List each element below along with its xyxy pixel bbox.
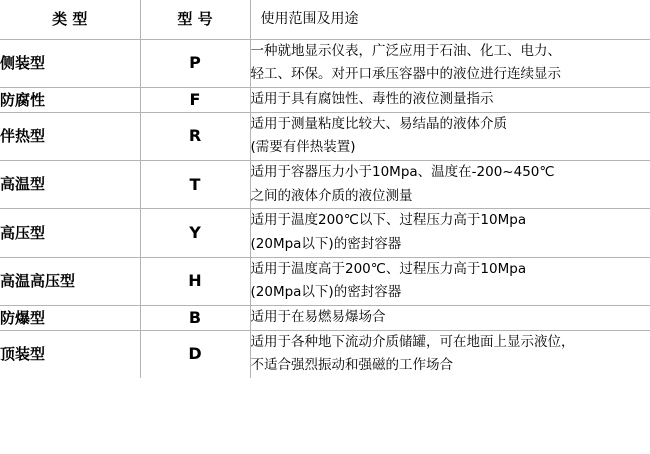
table-row	[0, 257, 650, 305]
column-header-usage: 使用范围及用途	[250, 0, 650, 39]
row-description	[250, 39, 650, 87]
description-line: 轻工、环保。对开口承压容器中的液位进行连续显示	[250, 66, 561, 83]
row-description	[250, 330, 650, 378]
table-row	[0, 112, 650, 160]
description-line: 一种就地显示仪表，广泛应用于石油、化工、电力、	[250, 42, 561, 59]
row-type: 顶装型	[0, 330, 140, 378]
column-header-type: 类 型	[0, 0, 140, 39]
table-row	[0, 87, 650, 112]
row-description	[250, 87, 650, 112]
row-type: 高压型	[0, 209, 140, 257]
row-model: R	[140, 112, 250, 160]
row-type: 防爆型	[0, 305, 140, 330]
table-row	[0, 161, 650, 209]
table-row	[0, 39, 650, 87]
description-line: 之间的液体介质的液位测量	[250, 187, 413, 204]
row-type: 防腐性	[0, 87, 140, 112]
column-header-model: 型 号	[140, 0, 250, 39]
row-description	[250, 305, 650, 330]
row-model: D	[140, 330, 250, 378]
row-description	[250, 161, 650, 209]
row-model: F	[140, 87, 250, 112]
description-line: 适用于各种地下流动介质储罐，可在地面上显示液位，	[250, 333, 575, 350]
table-row	[0, 330, 650, 378]
description-line: 适用于测量粘度比较大、易结晶的液体介质	[250, 115, 507, 132]
row-description	[250, 209, 650, 257]
row-type: 侧装型	[0, 39, 140, 87]
description-line: 适用于温度高于200℃、过程压力高于10Mpa	[250, 260, 527, 277]
description-line: 适用于容器压力小于10Mpa、温度在-200~450℃	[250, 164, 555, 180]
description-line: 适用于在易燃易爆场合	[250, 308, 386, 325]
row-type: 高温型	[0, 161, 140, 209]
row-model: T	[140, 161, 250, 209]
row-model: P	[140, 39, 250, 87]
description-line: (需要有伴热装置)	[250, 139, 356, 156]
table-row	[0, 305, 650, 330]
row-description	[250, 112, 650, 160]
row-type: 高温高压型	[0, 257, 140, 305]
description-line: 不适合强烈振动和强磁的工作场合	[250, 357, 453, 374]
row-model: B	[140, 305, 250, 330]
table-header-row	[0, 0, 650, 39]
description-line: 适用于具有腐蚀性、毒性的液位测量指示	[250, 90, 494, 107]
table-row	[0, 209, 650, 257]
row-model: H	[140, 257, 250, 305]
row-description	[250, 257, 650, 305]
row-type: 伴热型	[0, 112, 140, 160]
row-model: Y	[140, 209, 250, 257]
description-line: (20Mpa以下)的密封容器	[250, 235, 402, 252]
description-line: (20Mpa以下)的密封容器	[250, 284, 402, 301]
description-line: 适用于温度200℃以下、过程压力高于10Mpa	[250, 212, 527, 229]
